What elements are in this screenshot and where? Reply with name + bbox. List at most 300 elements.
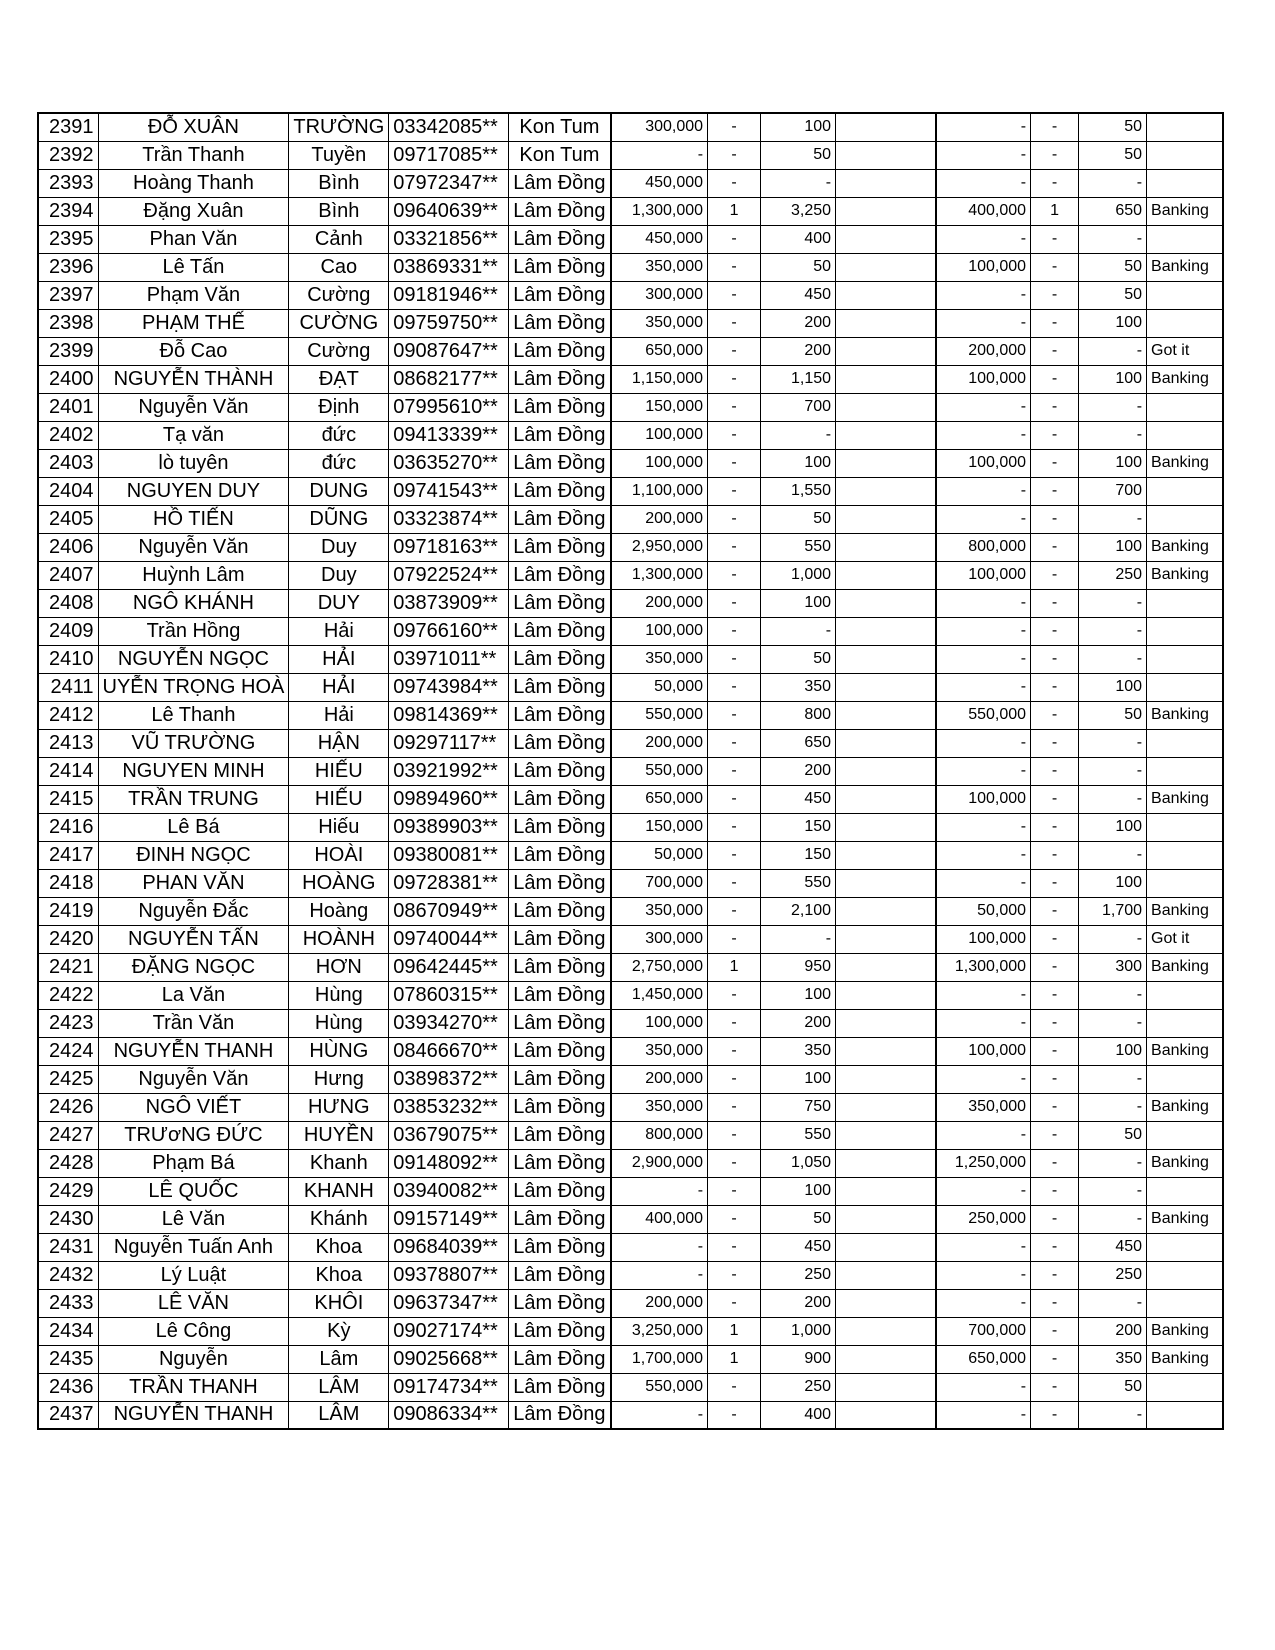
table-row bbox=[38, 1205, 1223, 1233]
amount-a-cell: 300,000 bbox=[611, 281, 708, 309]
count-a-cell: - bbox=[708, 729, 761, 757]
points-b-cell: - bbox=[1079, 617, 1147, 645]
amount-b-cell: - bbox=[936, 1177, 1031, 1205]
payment-status-cell: Got it bbox=[1147, 337, 1223, 365]
amount-a-cell: - bbox=[611, 1177, 708, 1205]
amount-b-cell: - bbox=[936, 589, 1031, 617]
blank-cell-cell bbox=[836, 785, 936, 813]
amount-a-cell: 400,000 bbox=[611, 1205, 708, 1233]
row-number-cell: 2407 bbox=[38, 561, 98, 589]
amount-a-cell: 800,000 bbox=[611, 1121, 708, 1149]
amount-a-cell: 1,700,000 bbox=[611, 1345, 708, 1373]
phone-cell: 09728381** bbox=[389, 869, 509, 897]
payment-status-cell bbox=[1147, 113, 1223, 141]
phone-cell: 09759750** bbox=[389, 309, 509, 337]
phone-cell: 09766160** bbox=[389, 617, 509, 645]
province-cell: Lâm Đồng bbox=[509, 981, 611, 1009]
payment-status-cell bbox=[1147, 477, 1223, 505]
blank-cell-cell bbox=[836, 1065, 936, 1093]
points-a-cell: 100 bbox=[761, 1065, 836, 1093]
blank-cell-cell bbox=[836, 757, 936, 785]
table-row bbox=[38, 1401, 1223, 1429]
blank-cell-cell bbox=[836, 113, 936, 141]
count-b-cell: - bbox=[1031, 309, 1079, 337]
amount-b-cell: - bbox=[936, 281, 1031, 309]
phone-cell: 03898372** bbox=[389, 1065, 509, 1093]
last-name-cell: Huỳnh Lâm bbox=[98, 561, 289, 589]
count-a-cell: - bbox=[708, 981, 761, 1009]
points-b-cell: 50 bbox=[1079, 253, 1147, 281]
province-cell: Lâm Đồng bbox=[509, 1121, 611, 1149]
count-a-cell: 1 bbox=[708, 197, 761, 225]
blank-cell-cell bbox=[836, 561, 936, 589]
province-cell: Lâm Đồng bbox=[509, 1233, 611, 1261]
count-b-cell: - bbox=[1031, 1177, 1079, 1205]
amount-a-cell: 100,000 bbox=[611, 449, 708, 477]
points-a-cell: 550 bbox=[761, 533, 836, 561]
last-name-cell: Phan Văn bbox=[98, 225, 289, 253]
count-b-cell: - bbox=[1031, 617, 1079, 645]
points-b-cell: - bbox=[1079, 589, 1147, 617]
province-cell: Lâm Đồng bbox=[509, 869, 611, 897]
first-name-cell: Hoàng bbox=[289, 897, 389, 925]
points-a-cell: 200 bbox=[761, 757, 836, 785]
row-number-cell: 2412 bbox=[38, 701, 98, 729]
province-cell: Kon Tum bbox=[509, 141, 611, 169]
province-cell: Lâm Đồng bbox=[509, 645, 611, 673]
count-b-cell: - bbox=[1031, 1149, 1079, 1177]
count-b-cell: - bbox=[1031, 393, 1079, 421]
province-cell: Lâm Đồng bbox=[509, 197, 611, 225]
amount-b-cell: 100,000 bbox=[936, 561, 1031, 589]
amount-b-cell: 650,000 bbox=[936, 1345, 1031, 1373]
amount-b-cell: - bbox=[936, 113, 1031, 141]
payment-status-cell bbox=[1147, 673, 1223, 701]
phone-cell: 09174734** bbox=[389, 1373, 509, 1401]
points-b-cell: - bbox=[1079, 757, 1147, 785]
amount-a-cell: - bbox=[611, 1401, 708, 1429]
points-a-cell: 50 bbox=[761, 505, 836, 533]
points-b-cell: 700 bbox=[1079, 477, 1147, 505]
points-b-cell: - bbox=[1079, 1401, 1147, 1429]
province-cell: Lâm Đồng bbox=[509, 309, 611, 337]
count-a-cell: 1 bbox=[708, 1345, 761, 1373]
count-a-cell: - bbox=[708, 1065, 761, 1093]
row-number-cell: 2397 bbox=[38, 281, 98, 309]
table-row bbox=[38, 953, 1223, 981]
table-row bbox=[38, 645, 1223, 673]
count-a-cell: - bbox=[708, 813, 761, 841]
count-a-cell: - bbox=[708, 897, 761, 925]
points-a-cell: 1,000 bbox=[761, 561, 836, 589]
row-number-cell: 2433 bbox=[38, 1289, 98, 1317]
amount-a-cell: 50,000 bbox=[611, 841, 708, 869]
first-name-cell: HẢI bbox=[289, 645, 389, 673]
points-a-cell: 100 bbox=[761, 113, 836, 141]
count-b-cell: - bbox=[1031, 869, 1079, 897]
count-a-cell: - bbox=[708, 253, 761, 281]
points-b-cell: 650 bbox=[1079, 197, 1147, 225]
points-a-cell: 100 bbox=[761, 981, 836, 1009]
row-number-cell: 2423 bbox=[38, 1009, 98, 1037]
province-cell: Lâm Đồng bbox=[509, 1289, 611, 1317]
table-row bbox=[38, 1149, 1223, 1177]
points-a-cell: 900 bbox=[761, 1345, 836, 1373]
last-name-cell: NGUYỄN TẤN bbox=[98, 925, 289, 953]
phone-cell: 09297117** bbox=[389, 729, 509, 757]
payment-status-cell: Banking bbox=[1147, 701, 1223, 729]
province-cell: Lâm Đồng bbox=[509, 253, 611, 281]
payment-status-cell: Banking bbox=[1147, 1037, 1223, 1065]
blank-cell-cell bbox=[836, 841, 936, 869]
count-b-cell: - bbox=[1031, 1401, 1079, 1429]
phone-cell: 03940082** bbox=[389, 1177, 509, 1205]
table-row bbox=[38, 141, 1223, 169]
row-number-cell: 2396 bbox=[38, 253, 98, 281]
phone-cell: 09087647** bbox=[389, 337, 509, 365]
province-cell: Lâm Đồng bbox=[509, 449, 611, 477]
count-a-cell: - bbox=[708, 1289, 761, 1317]
phone-cell: 09741543** bbox=[389, 477, 509, 505]
last-name-cell: NGUYEN MINH bbox=[98, 757, 289, 785]
amount-a-cell: 1,150,000 bbox=[611, 365, 708, 393]
points-b-cell: 50 bbox=[1079, 281, 1147, 309]
first-name-cell: HOÀNH bbox=[289, 925, 389, 953]
first-name-cell: Hiếu bbox=[289, 813, 389, 841]
points-b-cell: 50 bbox=[1079, 1373, 1147, 1401]
phone-cell: 09814369** bbox=[389, 701, 509, 729]
points-b-cell: 1,700 bbox=[1079, 897, 1147, 925]
blank-cell-cell bbox=[836, 953, 936, 981]
points-a-cell: 250 bbox=[761, 1261, 836, 1289]
amount-a-cell: 550,000 bbox=[611, 701, 708, 729]
payment-status-cell bbox=[1147, 141, 1223, 169]
points-b-cell: 100 bbox=[1079, 813, 1147, 841]
count-a-cell: - bbox=[708, 309, 761, 337]
row-number-cell: 2422 bbox=[38, 981, 98, 1009]
last-name-cell: ĐỖ XUÂN bbox=[98, 113, 289, 141]
blank-cell-cell bbox=[836, 337, 936, 365]
count-a-cell: - bbox=[708, 449, 761, 477]
amount-a-cell: 200,000 bbox=[611, 1289, 708, 1317]
phone-cell: 03635270** bbox=[389, 449, 509, 477]
row-number-cell: 2403 bbox=[38, 449, 98, 477]
payment-status-cell bbox=[1147, 1009, 1223, 1037]
row-number-cell: 2409 bbox=[38, 617, 98, 645]
points-a-cell: 50 bbox=[761, 1205, 836, 1233]
data-table bbox=[37, 112, 1224, 1430]
first-name-cell: Cao bbox=[289, 253, 389, 281]
table-row bbox=[38, 673, 1223, 701]
table-row bbox=[38, 365, 1223, 393]
amount-a-cell: 3,250,000 bbox=[611, 1317, 708, 1345]
payment-status-cell: Banking bbox=[1147, 197, 1223, 225]
points-a-cell: 1,550 bbox=[761, 477, 836, 505]
payment-status-cell: Banking bbox=[1147, 365, 1223, 393]
points-a-cell: 1,000 bbox=[761, 1317, 836, 1345]
points-a-cell: 700 bbox=[761, 393, 836, 421]
points-a-cell: 150 bbox=[761, 841, 836, 869]
count-b-cell: - bbox=[1031, 785, 1079, 813]
count-a-cell: - bbox=[708, 1233, 761, 1261]
row-number-cell: 2416 bbox=[38, 813, 98, 841]
payment-status-cell: Banking bbox=[1147, 253, 1223, 281]
last-name-cell: UYỄN TRỌNG HOÀ bbox=[98, 673, 289, 701]
phone-cell: 03921992** bbox=[389, 757, 509, 785]
blank-cell-cell bbox=[836, 421, 936, 449]
count-b-cell: - bbox=[1031, 757, 1079, 785]
count-b-cell: - bbox=[1031, 505, 1079, 533]
first-name-cell: Khanh bbox=[289, 1149, 389, 1177]
points-a-cell: 750 bbox=[761, 1093, 836, 1121]
blank-cell-cell bbox=[836, 169, 936, 197]
points-a-cell: 550 bbox=[761, 869, 836, 897]
province-cell: Lâm Đồng bbox=[509, 673, 611, 701]
points-b-cell: 100 bbox=[1079, 869, 1147, 897]
table-row bbox=[38, 253, 1223, 281]
count-b-cell: - bbox=[1031, 1037, 1079, 1065]
points-b-cell: 250 bbox=[1079, 561, 1147, 589]
count-b-cell: - bbox=[1031, 645, 1079, 673]
count-a-cell: - bbox=[708, 225, 761, 253]
amount-a-cell: 350,000 bbox=[611, 1093, 708, 1121]
blank-cell-cell bbox=[836, 701, 936, 729]
count-b-cell: - bbox=[1031, 449, 1079, 477]
points-b-cell: - bbox=[1079, 925, 1147, 953]
count-a-cell: - bbox=[708, 1177, 761, 1205]
count-b-cell: - bbox=[1031, 225, 1079, 253]
amount-a-cell: 550,000 bbox=[611, 757, 708, 785]
count-b-cell: - bbox=[1031, 113, 1079, 141]
first-name-cell: Định bbox=[289, 393, 389, 421]
last-name-cell: Phạm Bá bbox=[98, 1149, 289, 1177]
last-name-cell: Hoàng Thanh bbox=[98, 169, 289, 197]
province-cell: Kon Tum bbox=[509, 113, 611, 141]
province-cell: Lâm Đồng bbox=[509, 1149, 611, 1177]
table-row bbox=[38, 981, 1223, 1009]
points-a-cell: 550 bbox=[761, 1121, 836, 1149]
payment-status-cell: Banking bbox=[1147, 533, 1223, 561]
points-a-cell: 650 bbox=[761, 729, 836, 757]
points-b-cell: 250 bbox=[1079, 1261, 1147, 1289]
points-a-cell: 50 bbox=[761, 253, 836, 281]
blank-cell-cell bbox=[836, 617, 936, 645]
province-cell: Lâm Đồng bbox=[509, 421, 611, 449]
payment-status-cell bbox=[1147, 1289, 1223, 1317]
province-cell: Lâm Đồng bbox=[509, 1345, 611, 1373]
count-b-cell: - bbox=[1031, 561, 1079, 589]
table-row bbox=[38, 1037, 1223, 1065]
phone-cell: 09027174** bbox=[389, 1317, 509, 1345]
amount-a-cell: 700,000 bbox=[611, 869, 708, 897]
phone-cell: 09637347** bbox=[389, 1289, 509, 1317]
amount-a-cell: 450,000 bbox=[611, 169, 708, 197]
blank-cell-cell bbox=[836, 1233, 936, 1261]
province-cell: Lâm Đồng bbox=[509, 757, 611, 785]
table-row bbox=[38, 1065, 1223, 1093]
count-a-cell: - bbox=[708, 1261, 761, 1289]
blank-cell-cell bbox=[836, 449, 936, 477]
payment-status-cell: Banking bbox=[1147, 1345, 1223, 1373]
first-name-cell: HƠN bbox=[289, 953, 389, 981]
last-name-cell: Đặng Xuân bbox=[98, 197, 289, 225]
table-row bbox=[38, 477, 1223, 505]
first-name-cell: Hùng bbox=[289, 981, 389, 1009]
points-b-cell: - bbox=[1079, 505, 1147, 533]
payment-status-cell bbox=[1147, 1261, 1223, 1289]
count-a-cell: - bbox=[708, 1373, 761, 1401]
last-name-cell: Phạm Văn bbox=[98, 281, 289, 309]
first-name-cell: đức bbox=[289, 421, 389, 449]
amount-a-cell: 350,000 bbox=[611, 309, 708, 337]
payment-status-cell bbox=[1147, 813, 1223, 841]
points-a-cell: 450 bbox=[761, 281, 836, 309]
count-b-cell: 1 bbox=[1031, 197, 1079, 225]
amount-a-cell: 650,000 bbox=[611, 785, 708, 813]
payment-status-cell bbox=[1147, 645, 1223, 673]
first-name-cell: HẬN bbox=[289, 729, 389, 757]
count-a-cell: - bbox=[708, 1037, 761, 1065]
province-cell: Lâm Đồng bbox=[509, 1373, 611, 1401]
amount-b-cell: 1,300,000 bbox=[936, 953, 1031, 981]
table-row bbox=[38, 561, 1223, 589]
amount-b-cell: - bbox=[936, 1373, 1031, 1401]
count-b-cell: - bbox=[1031, 1009, 1079, 1037]
phone-cell: 09894960** bbox=[389, 785, 509, 813]
points-a-cell: 350 bbox=[761, 1037, 836, 1065]
count-a-cell: - bbox=[708, 757, 761, 785]
count-a-cell: - bbox=[708, 701, 761, 729]
last-name-cell: NGUYỄN THANH bbox=[98, 1401, 289, 1429]
first-name-cell: DŨNG bbox=[289, 505, 389, 533]
last-name-cell: LÊ QUỐC bbox=[98, 1177, 289, 1205]
payment-status-cell: Banking bbox=[1147, 953, 1223, 981]
last-name-cell: Tạ văn bbox=[98, 421, 289, 449]
amount-b-cell: - bbox=[936, 505, 1031, 533]
last-name-cell: ĐINH NGỌC bbox=[98, 841, 289, 869]
blank-cell-cell bbox=[836, 869, 936, 897]
points-a-cell: - bbox=[761, 617, 836, 645]
phone-cell: 08670949** bbox=[389, 897, 509, 925]
points-b-cell: - bbox=[1079, 981, 1147, 1009]
phone-cell: 09157149** bbox=[389, 1205, 509, 1233]
phone-cell: 03934270** bbox=[389, 1009, 509, 1037]
count-b-cell: - bbox=[1031, 169, 1079, 197]
first-name-cell: HIẾU bbox=[289, 785, 389, 813]
count-b-cell: - bbox=[1031, 953, 1079, 981]
points-b-cell: 200 bbox=[1079, 1317, 1147, 1345]
amount-b-cell: - bbox=[936, 141, 1031, 169]
row-number-cell: 2429 bbox=[38, 1177, 98, 1205]
amount-b-cell: - bbox=[936, 169, 1031, 197]
table-row bbox=[38, 449, 1223, 477]
row-number-cell: 2392 bbox=[38, 141, 98, 169]
table-row bbox=[38, 225, 1223, 253]
points-a-cell: 950 bbox=[761, 953, 836, 981]
amount-b-cell: - bbox=[936, 673, 1031, 701]
row-number-cell: 2405 bbox=[38, 505, 98, 533]
row-number-cell: 2410 bbox=[38, 645, 98, 673]
province-cell: Lâm Đồng bbox=[509, 1261, 611, 1289]
phone-cell: 09684039** bbox=[389, 1233, 509, 1261]
amount-a-cell: 200,000 bbox=[611, 505, 708, 533]
amount-b-cell: - bbox=[936, 393, 1031, 421]
payment-status-cell bbox=[1147, 309, 1223, 337]
last-name-cell: Nguyễn Văn bbox=[98, 1065, 289, 1093]
last-name-cell: Nguyễn Văn bbox=[98, 533, 289, 561]
amount-b-cell: - bbox=[936, 225, 1031, 253]
last-name-cell: Lê Tấn bbox=[98, 253, 289, 281]
phone-cell: 03321856** bbox=[389, 225, 509, 253]
province-cell: Lâm Đồng bbox=[509, 925, 611, 953]
amount-a-cell: 200,000 bbox=[611, 729, 708, 757]
count-a-cell: - bbox=[708, 1205, 761, 1233]
points-b-cell: 300 bbox=[1079, 953, 1147, 981]
last-name-cell: Lê Bá bbox=[98, 813, 289, 841]
row-number-cell: 2419 bbox=[38, 897, 98, 925]
payment-status-cell bbox=[1147, 505, 1223, 533]
first-name-cell: Hưng bbox=[289, 1065, 389, 1093]
points-b-cell: - bbox=[1079, 225, 1147, 253]
count-b-cell: - bbox=[1031, 253, 1079, 281]
amount-a-cell: 100,000 bbox=[611, 617, 708, 645]
table-row bbox=[38, 925, 1223, 953]
amount-b-cell: - bbox=[936, 1261, 1031, 1289]
province-cell: Lâm Đồng bbox=[509, 561, 611, 589]
count-a-cell: - bbox=[708, 393, 761, 421]
row-number-cell: 2437 bbox=[38, 1401, 98, 1429]
last-name-cell: Nguyễn Văn bbox=[98, 393, 289, 421]
phone-cell: 03342085** bbox=[389, 113, 509, 141]
count-b-cell: - bbox=[1031, 141, 1079, 169]
last-name-cell: Trần Văn bbox=[98, 1009, 289, 1037]
province-cell: Lâm Đồng bbox=[509, 785, 611, 813]
count-b-cell: - bbox=[1031, 813, 1079, 841]
row-number-cell: 2415 bbox=[38, 785, 98, 813]
count-a-cell: - bbox=[708, 589, 761, 617]
row-number-cell: 2436 bbox=[38, 1373, 98, 1401]
count-b-cell: - bbox=[1031, 477, 1079, 505]
phone-cell: 03873909** bbox=[389, 589, 509, 617]
amount-a-cell: 200,000 bbox=[611, 1065, 708, 1093]
phone-cell: 09740044** bbox=[389, 925, 509, 953]
blank-cell-cell bbox=[836, 1037, 936, 1065]
last-name-cell: Lê Văn bbox=[98, 1205, 289, 1233]
count-b-cell: - bbox=[1031, 421, 1079, 449]
last-name-cell: TRẦN TRUNG bbox=[98, 785, 289, 813]
count-b-cell: - bbox=[1031, 1233, 1079, 1261]
province-cell: Lâm Đồng bbox=[509, 729, 611, 757]
province-cell: Lâm Đồng bbox=[509, 533, 611, 561]
payment-status-cell bbox=[1147, 281, 1223, 309]
amount-a-cell: 100,000 bbox=[611, 1009, 708, 1037]
points-a-cell: 100 bbox=[761, 1177, 836, 1205]
table-row bbox=[38, 505, 1223, 533]
table-row bbox=[38, 841, 1223, 869]
points-b-cell: - bbox=[1079, 1289, 1147, 1317]
last-name-cell: Đỗ Cao bbox=[98, 337, 289, 365]
blank-cell-cell bbox=[836, 1289, 936, 1317]
blank-cell-cell bbox=[836, 1373, 936, 1401]
payment-status-cell: Banking bbox=[1147, 785, 1223, 813]
payment-status-cell bbox=[1147, 1065, 1223, 1093]
points-a-cell: 2,100 bbox=[761, 897, 836, 925]
points-b-cell: - bbox=[1079, 1205, 1147, 1233]
payment-status-cell: Banking bbox=[1147, 1093, 1223, 1121]
amount-a-cell: 450,000 bbox=[611, 225, 708, 253]
phone-cell: 09389903** bbox=[389, 813, 509, 841]
amount-a-cell: 300,000 bbox=[611, 113, 708, 141]
